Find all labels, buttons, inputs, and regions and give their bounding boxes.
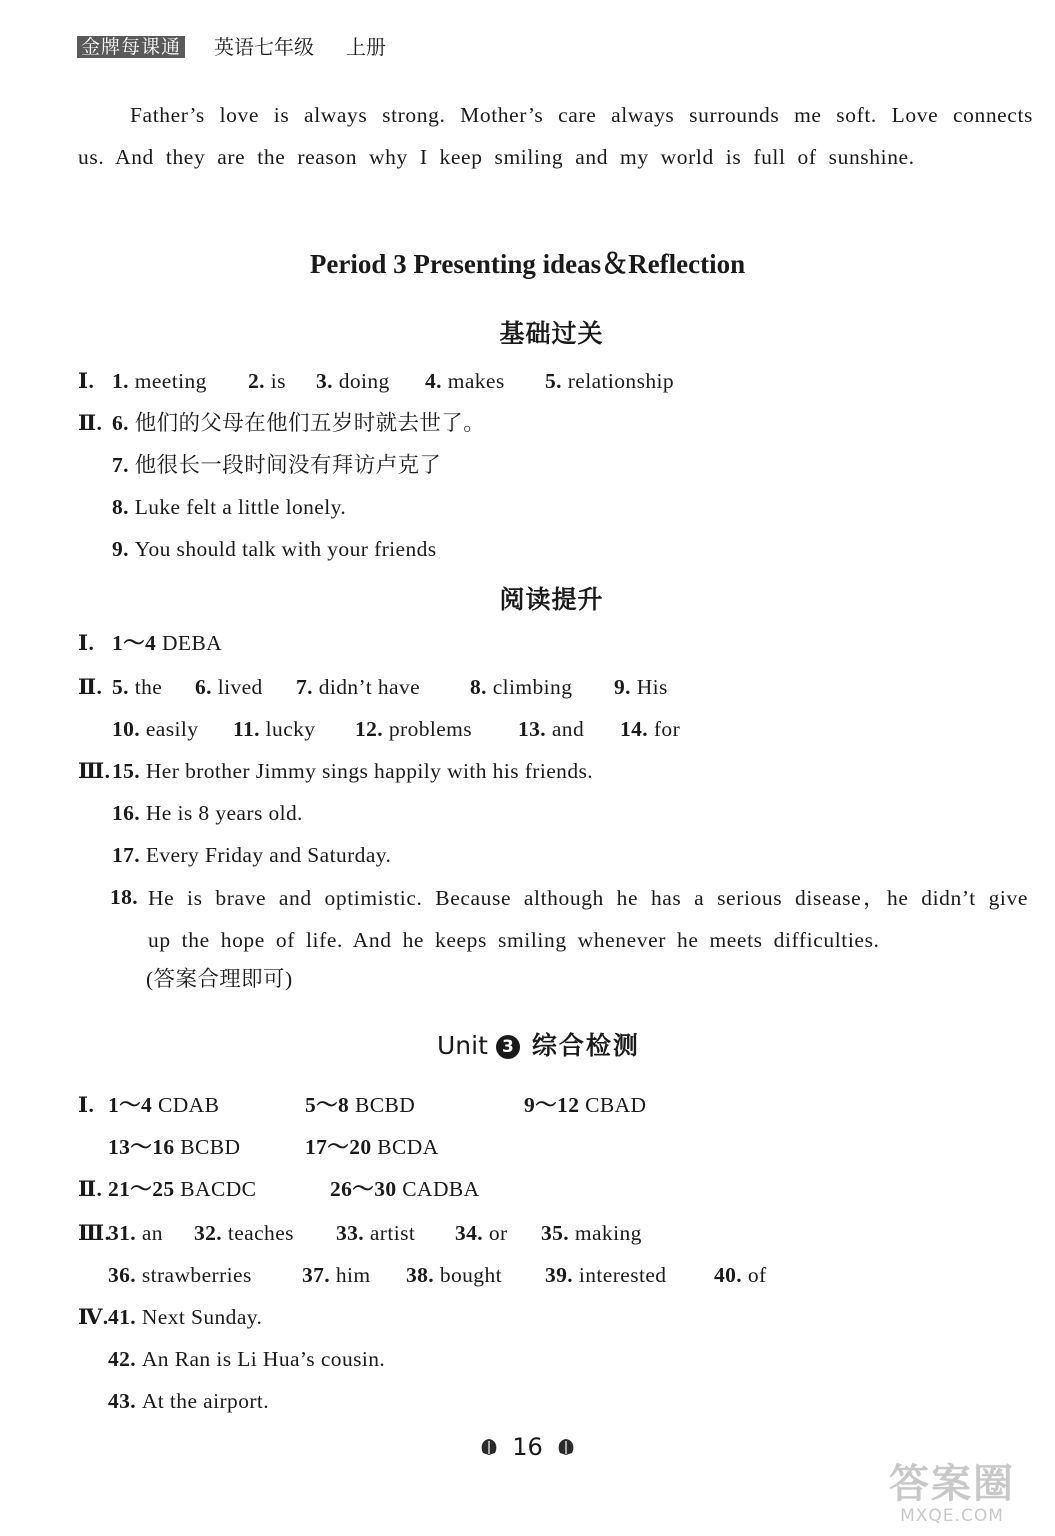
answer-item <box>302 1260 371 1290</box>
answer-number: 7. <box>112 453 135 477</box>
answer-text: interested <box>578 1263 667 1287</box>
answer-item <box>296 672 420 702</box>
answer-item <box>112 798 303 828</box>
answer-text: or <box>488 1221 508 1245</box>
answer-number: 43. <box>108 1389 142 1413</box>
answer-number: 42. <box>108 1347 142 1371</box>
answer-text: Luke felt a little lonely. <box>134 495 347 519</box>
answer-item <box>305 1132 439 1162</box>
answer-18-text: He is brave and optimistic. Because although he has a serious disease，he didn’t give up the hope of life. And he keeps smiling whenever he meets difficulties. <box>148 886 1028 952</box>
answer-text: climbing <box>492 675 573 699</box>
answer-number: 35. <box>541 1221 575 1245</box>
answer-text: and <box>551 717 585 741</box>
answer-item <box>112 534 437 564</box>
roman-numeral: Ⅰ. <box>78 631 95 655</box>
answer-number: 13. <box>518 717 552 741</box>
answer-number: 13～16 <box>108 1135 181 1159</box>
answer-text: Her brother Jimmy sings happily with his friends. <box>145 759 594 783</box>
answer-item <box>112 756 593 786</box>
answer-number: 26～30 <box>330 1177 403 1201</box>
answer-text: CDAB <box>157 1093 220 1117</box>
answer-number: 41. <box>108 1305 142 1329</box>
roman-numeral: Ⅰ. <box>78 369 95 393</box>
answer-text: Next Sunday. <box>141 1305 263 1329</box>
answer-text: strawberries <box>141 1263 252 1287</box>
answer-text: for <box>653 717 681 741</box>
answer-item <box>714 1260 767 1290</box>
book-subject: 英语七年级 <box>214 35 314 59</box>
answer-item <box>355 714 472 744</box>
answer-text: him <box>335 1263 371 1287</box>
unit-number-badge: 3 <box>496 1035 520 1059</box>
answer-text: lived <box>217 675 263 699</box>
answer-text: CADBA <box>402 1177 480 1201</box>
answer-item <box>524 1090 646 1120</box>
answer-item <box>112 672 162 702</box>
roman-numeral: Ⅱ. <box>78 675 103 699</box>
answer-item <box>108 1302 262 1332</box>
roman-numeral: Ⅳ. <box>78 1305 109 1329</box>
answer-number: 40. <box>714 1263 748 1287</box>
answer-text: Every Friday and Saturday. <box>145 843 392 867</box>
answer-number: 17～20 <box>305 1135 378 1159</box>
roman-numeral: Ⅱ. <box>78 1177 103 1201</box>
answer-item <box>194 1218 294 1248</box>
answer-text: is <box>270 369 286 393</box>
unit-test-title <box>437 1028 640 1064</box>
answer-item <box>108 1344 385 1374</box>
unit-prefix: Unit <box>437 1031 488 1060</box>
answer-number: 1～4 <box>108 1093 158 1117</box>
answer-number: 39. <box>545 1263 579 1287</box>
answer-number: 6. <box>112 411 135 435</box>
answer-item <box>545 1260 666 1290</box>
answer-number: 6. <box>195 675 218 699</box>
watermark-logo <box>867 1462 1037 1528</box>
answer-item <box>545 366 674 396</box>
answer-text: BACDC <box>180 1177 257 1201</box>
answer-number: 7. <box>296 675 319 699</box>
answer-number: 14. <box>620 717 654 741</box>
answer-number: 31. <box>108 1221 142 1245</box>
answer-number: 34. <box>455 1221 489 1245</box>
answer-text: didn’t have <box>318 675 421 699</box>
answer-number: 32. <box>194 1221 228 1245</box>
answer-text: BCBD <box>180 1135 241 1159</box>
watermark-text: 答案圈 <box>889 1461 1015 1507</box>
answer-item <box>112 366 207 396</box>
answer-item <box>455 1218 508 1248</box>
answer-item <box>108 1386 269 1416</box>
answer-number: 38. <box>406 1263 440 1287</box>
answer-number: 33. <box>336 1221 370 1245</box>
answer-text: He is 8 years old. <box>145 801 303 825</box>
answer-text: easily <box>145 717 199 741</box>
answer-item <box>112 714 198 744</box>
answer-number: 21～25 <box>108 1177 181 1201</box>
answer-text: bought <box>439 1263 502 1287</box>
answer-text: 他很长一段时间没有拜访卢克了 <box>134 453 442 477</box>
page-number: 16 <box>512 1433 543 1461</box>
answer-text: DEBA <box>161 631 223 655</box>
answer-item <box>316 366 390 396</box>
unit-test-label: 综合检测 <box>531 1031 640 1060</box>
answer-text: problems <box>388 717 473 741</box>
answer-number: 5. <box>545 369 568 393</box>
answer-item <box>233 714 315 744</box>
answer-number: 1～4 <box>112 631 162 655</box>
answer-item <box>112 840 391 870</box>
answer-number: 37. <box>302 1263 336 1287</box>
answer-item <box>112 628 222 658</box>
book-series-badge: 金牌每课通 <box>77 36 185 58</box>
answer-item <box>425 366 505 396</box>
section-title-basic: 基础过关 <box>499 319 604 348</box>
answer-number: 8. <box>112 495 135 519</box>
answer-item <box>518 714 584 744</box>
answer-item <box>108 1132 240 1162</box>
answer-number: 2. <box>248 369 271 393</box>
answer-note: (答案合理即可) <box>146 967 293 991</box>
answer-number: 1. <box>112 369 135 393</box>
leaf-icon <box>479 1438 499 1456</box>
answer-text: doing <box>338 369 390 393</box>
answer-item <box>195 672 263 702</box>
answer-text: the <box>134 675 163 699</box>
answer-item <box>248 366 286 396</box>
answer-item <box>470 672 572 702</box>
answer-number: 9. <box>112 537 135 561</box>
roman-numeral: Ⅲ. <box>78 1221 111 1245</box>
answer-item <box>112 492 346 522</box>
answer-text: artist <box>369 1221 416 1245</box>
answer-item <box>108 1260 252 1290</box>
answer-number: 10. <box>112 717 146 741</box>
answer-item <box>305 1090 415 1120</box>
answer-number: 3. <box>316 369 339 393</box>
answer-text: 他们的父母在他们五岁时就去世了。 <box>134 411 486 435</box>
answer-number: 9. <box>614 675 637 699</box>
roman-numeral: Ⅲ. <box>78 759 111 783</box>
answer-text: making <box>574 1221 642 1245</box>
answer-number: 12. <box>355 717 389 741</box>
answer-item <box>108 1218 163 1248</box>
answer-number: 17. <box>112 843 146 867</box>
answer-number: 5～8 <box>305 1093 355 1117</box>
roman-numeral: Ⅱ. <box>78 411 103 435</box>
intro-paragraph: Father’s love is always strong. Mother’s care always surrounds me soft. Love connects us. And they are the reason why I keep smiling and my world is full of sunshine. <box>78 103 1033 169</box>
answer-text: BCDA <box>377 1135 439 1159</box>
answer-text: relationship <box>567 369 675 393</box>
answer-number: 8. <box>470 675 493 699</box>
answer-text: makes <box>447 369 505 393</box>
answer-item <box>112 408 485 438</box>
period-title: Period 3 Presenting ideas＆Reflection <box>309 249 746 279</box>
watermark-url: MXQE.COM <box>900 1506 1004 1526</box>
answer-item <box>541 1218 642 1248</box>
answer-number: 16. <box>112 801 146 825</box>
answer-text: His <box>636 675 668 699</box>
answer-text: CBAD <box>585 1093 647 1117</box>
answer-item <box>336 1218 415 1248</box>
leaf-icon <box>556 1438 576 1456</box>
roman-numeral: Ⅰ. <box>78 1093 95 1117</box>
answer-item <box>330 1174 480 1204</box>
answer-number: 11. <box>233 717 266 741</box>
answer-text: An Ran is Li Hua’s cousin. <box>141 1347 386 1371</box>
answer-number: 15. <box>112 759 146 783</box>
answer-text: BCBD <box>354 1093 416 1117</box>
answer-text: teaches <box>227 1221 294 1245</box>
answer-number: 36. <box>108 1263 142 1287</box>
answer-text: of <box>747 1263 767 1287</box>
answer-item <box>112 450 441 480</box>
answer-text: lucky <box>265 717 316 741</box>
answer-text: You should talk with your friends <box>134 537 437 561</box>
answer-text: At the airport. <box>141 1389 270 1413</box>
section-title-reading: 阅读提升 <box>499 585 604 614</box>
answer-text: meeting <box>134 369 207 393</box>
answer-number: 9～12 <box>524 1093 586 1117</box>
page-footer <box>0 1430 1055 1464</box>
answer-item <box>108 1090 219 1120</box>
answer-item <box>614 672 668 702</box>
answer-item <box>406 1260 502 1290</box>
answer-number: 18. <box>110 885 139 909</box>
answer-number: 5. <box>112 675 135 699</box>
answer-text: an <box>141 1221 163 1245</box>
answer-number: 4. <box>425 369 448 393</box>
answer-item <box>108 1174 256 1204</box>
answer-item <box>620 714 680 744</box>
book-volume: 上册 <box>346 35 386 59</box>
